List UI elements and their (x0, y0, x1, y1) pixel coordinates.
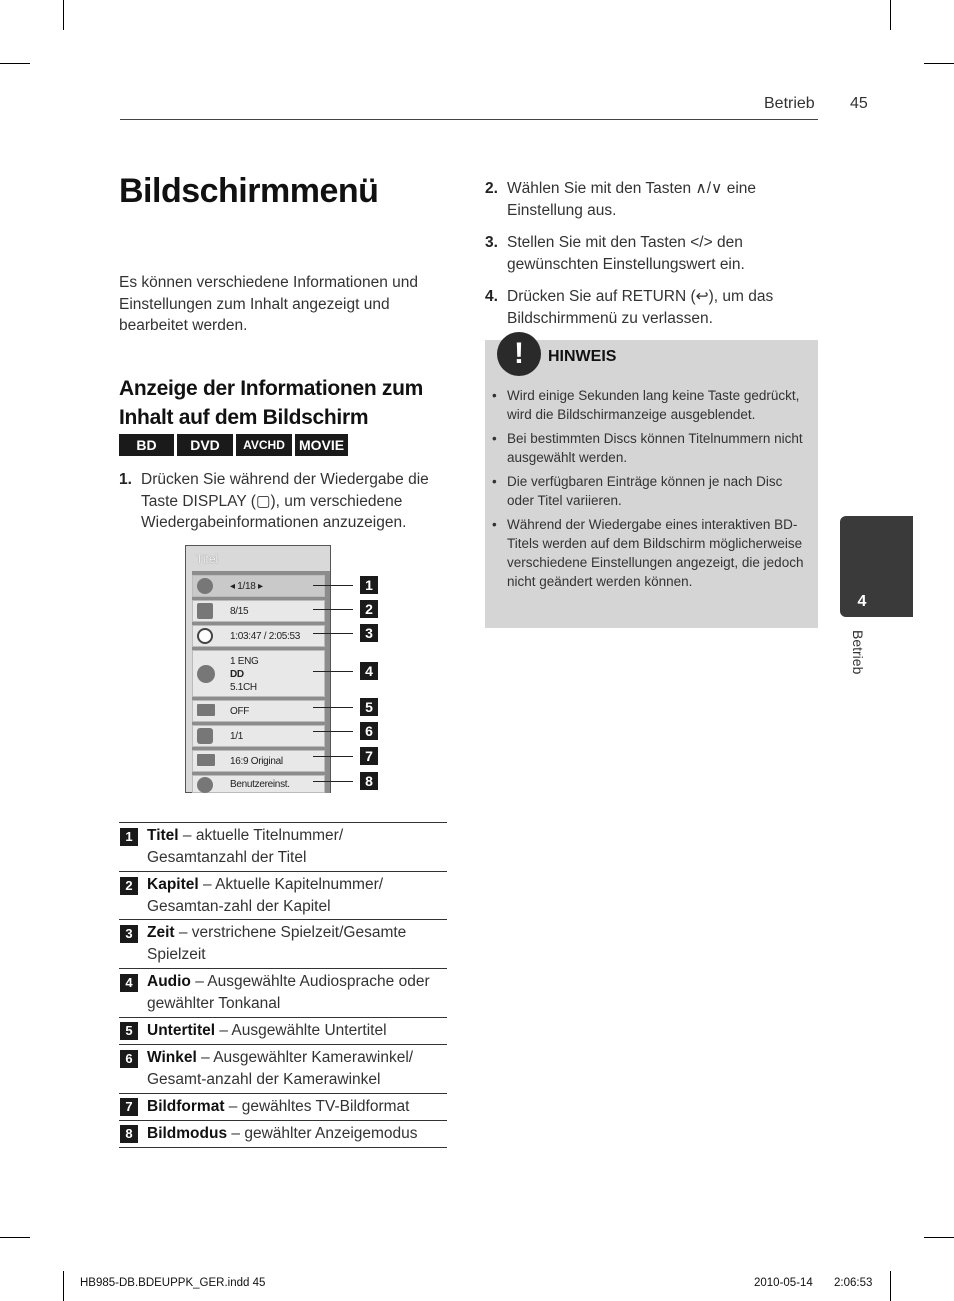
legend-row: 1 Titel – aktuelle Titelnummer/ Gesamtanzahl der Titel (119, 822, 447, 871)
osd-row-aspect[interactable]: 16:9 Original (192, 750, 325, 772)
footer-time: 2:06:53 (834, 1277, 873, 1289)
osd-panel (192, 571, 330, 793)
callout-line (313, 585, 353, 586)
legend-row: 2 Kapitel – Aktuelle Kapitelnummer/ Gesamtan-zahl der Kapitel (119, 871, 447, 919)
legend-table (119, 822, 447, 1148)
crop-mark (0, 1237, 30, 1238)
step-text: Drücken Sie während der Wiedergabe die Taste DISPLAY (▢), um verschiedene Wiedergabeinformationen anzuzeigen. (141, 471, 429, 531)
picture-mode-icon (197, 777, 213, 793)
note-item: • Die verfügbaren Einträge können je nach Disc oder Titel variieren. (485, 472, 818, 510)
disc-icon (197, 578, 213, 594)
chapter-tab (840, 516, 913, 617)
clock-icon (197, 628, 213, 644)
step-4 (485, 286, 815, 330)
callout-line (313, 671, 353, 672)
note-title: HINWEIS (548, 348, 617, 365)
legend-row: 8 Bildmodus – gewählter Anzeigemodus (119, 1120, 447, 1148)
osd-title: Titel (196, 552, 219, 566)
callout-line (313, 633, 353, 634)
step-text: Stellen Sie mit den Tasten </> den gewünschten Einstellungswert ein. (507, 234, 745, 273)
crop-mark (890, 1271, 891, 1301)
crop-mark (0, 63, 30, 64)
osd-row-chapter[interactable]: 8/15 (192, 600, 325, 622)
step-number: 2. (485, 180, 498, 197)
running-header-section: Betrieb (764, 95, 815, 112)
callout-2: 2 (360, 600, 378, 618)
subtitle-icon (197, 704, 215, 716)
osd-row-audio[interactable]: 1 ENG DD 5.1CH (192, 650, 325, 697)
page-number: 45 (850, 95, 868, 112)
crop-mark (924, 63, 954, 64)
legend-row: 6 Winkel – Ausgewählter Kamerawinkel/ Gesamt-anzahl der Kamerawinkel (119, 1044, 447, 1093)
callout-line (313, 609, 353, 610)
badge-movie: MOVIE (295, 434, 348, 456)
osd-row-title[interactable]: ◂ 1/18 ▸ (192, 575, 325, 597)
crop-mark (890, 0, 891, 30)
footer-filename: HB985-DB.BDEUPPK_GER.indd 45 (80, 1277, 266, 1289)
callout-3: 3 (360, 624, 378, 642)
legend-row: 7 Bildformat – gewähltes TV-Bildformat (119, 1093, 447, 1120)
clapper-icon (197, 603, 213, 619)
chapter-number: 4 (857, 593, 867, 610)
footer-date: 2010-05-14 (754, 1277, 813, 1289)
osd-row-picture-mode[interactable]: Benutzereinst. (192, 775, 325, 793)
disc-type-badges (119, 434, 348, 456)
onscreen-menu-illustration (185, 545, 331, 793)
screen-icon (197, 754, 215, 766)
badge-avchd: AVCHD (236, 434, 292, 456)
note-box (485, 337, 818, 628)
callout-line (313, 781, 353, 782)
step-2 (485, 178, 815, 222)
step-3 (485, 232, 815, 276)
osd-row-angle[interactable]: 1/1 (192, 725, 325, 747)
section-heading: Anzeige der Informationen zum Inhalt auf dem Bildschirm (119, 377, 423, 429)
exclamation-icon: ! (497, 332, 541, 376)
badge-bd: BD (119, 434, 174, 456)
legend-row: 5 Untertitel – Ausgewählte Untertitel (119, 1017, 447, 1044)
speaker-icon (197, 665, 215, 683)
step-number: 4. (485, 288, 498, 305)
badge-dvd: DVD (177, 434, 233, 456)
page-title: Bildschirmmenü (119, 172, 379, 210)
osd-row-time[interactable]: 1:03:47 / 2:05:53 (192, 625, 325, 647)
step-text: Drücken Sie auf RETURN (↩), um das Bildschirmmenü zu verlassen. (507, 288, 774, 327)
chapter-tab-label: Betrieb (850, 630, 866, 675)
legend-row: 3 Zeit – verstrichene Spielzeit/Gesamte Spielzeit (119, 919, 447, 968)
callout-line (313, 731, 353, 732)
callout-6: 6 (360, 722, 378, 740)
crop-mark (63, 1271, 64, 1301)
crop-mark (924, 1237, 954, 1238)
step-number: 1. (119, 471, 132, 488)
callout-4: 4 (360, 662, 378, 680)
note-item: • Während der Wiedergabe eines interaktiven BD-Titels werden auf dem Bildschirm möglicherweise verschiedene Einstellungen angezeigt, die jedoch nicht geändert werden können. (485, 515, 818, 591)
callout-1: 1 (360, 576, 378, 594)
crop-mark (63, 0, 64, 30)
legend-row: 4 Audio – Ausgewählte Audiosprache oder gewählter Tonkanal (119, 968, 447, 1017)
osd-row-subtitle[interactable]: OFF (192, 700, 325, 722)
note-list (485, 386, 818, 596)
callout-7: 7 (360, 747, 378, 765)
note-item: • Bei bestimmten Discs können Titelnummern nicht ausgewählt werden. (485, 429, 818, 467)
step-number: 3. (485, 234, 498, 251)
callout-5: 5 (360, 698, 378, 716)
callout-line (313, 707, 353, 708)
intro-paragraph: Es können verschiedene Informationen und Einstellungen zum Inhalt angezeigt und bearbeitet werden. (119, 274, 419, 334)
header-rule (120, 119, 818, 120)
callout-line (313, 756, 353, 757)
camera-icon (197, 728, 213, 744)
step-text: Wählen Sie mit den Tasten ∧/∨ eine Einstellung aus. (507, 180, 757, 219)
note-item: • Wird einige Sekunden lang keine Taste gedrückt, wird die Bildschirmanzeige ausgeblendet. (485, 386, 818, 424)
callout-8: 8 (360, 772, 378, 790)
step-1 (119, 469, 449, 535)
